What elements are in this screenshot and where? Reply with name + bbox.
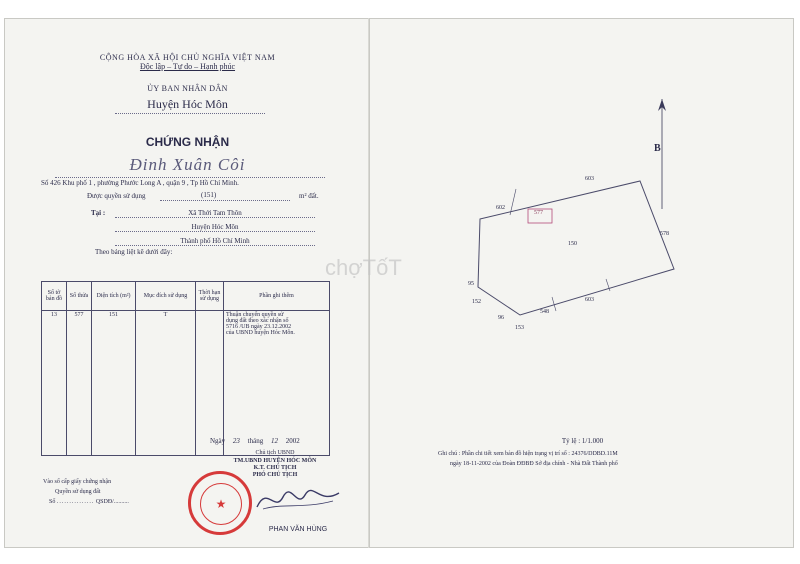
table-row	[42, 311, 330, 456]
location-district: Huyện Hóc Môn	[191, 223, 239, 231]
date-label: Ngày	[210, 437, 226, 445]
map-scale: Tỷ lệ : 1/1.000	[561, 437, 604, 445]
note-line-2: dụng đất theo xác nhận số	[226, 318, 289, 324]
date-line	[210, 437, 300, 445]
map-note-1: Ghi chú : Phần chi tiết xem bản đồ hiện trạng vị trí số : 24376/DDBD.11M	[438, 451, 618, 457]
date-day: 23	[232, 437, 240, 445]
owner-name: Đinh Xuân Côi	[129, 155, 246, 174]
signer-name: PHAN VĂN HÙNG	[268, 526, 328, 533]
neighbor-label: 95	[468, 281, 474, 287]
cell-notes	[224, 311, 330, 456]
col-header-notes: Phần ghi thêm	[224, 282, 330, 311]
note-line-3: 5716 /UB ngày 23.12.2002	[226, 324, 292, 330]
nation-header: CỘNG HÒA XÃ HỘI CHỦ NGHĨA VIỆT NAM	[99, 53, 276, 62]
month-label: tháng	[247, 437, 264, 445]
col-header-sheet: Số tờ bản đồ	[42, 282, 67, 311]
at-label: Tại :	[91, 209, 106, 217]
parcel-150-label: 150	[568, 241, 577, 247]
list-intro: Theo bảng liệt kê dưới đây:	[95, 248, 173, 256]
neighbor-label: 602	[496, 205, 505, 211]
location-commune: Xã Thới Tam Thôn	[188, 209, 242, 217]
map-note-2: ngày 18-11-2002 của Đoàn ĐĐBĐ Sở địa chính - Nhà Đất Thành phố	[450, 461, 618, 467]
cell-area: 151	[92, 311, 136, 456]
registry-suffix: QSDĐ/..........	[95, 499, 129, 505]
neighbor-label: 603	[585, 297, 594, 303]
seal-inner-ring	[200, 483, 242, 525]
land-table	[41, 281, 330, 456]
cell-parcel: 577	[67, 311, 92, 456]
col-header-term: Thời hạn sử dụng	[196, 282, 224, 311]
signer-title-1: Chủ tịch UBND	[255, 450, 295, 456]
cell-purpose: T	[136, 311, 196, 456]
signer-title-2: TM.UBND HUYỆN HÓC MÔN	[233, 458, 317, 464]
committee-label: ỦY BAN NHÂN DÂN	[147, 84, 228, 93]
location-line-2	[115, 231, 315, 232]
registry-line-1: Vào số cấp giấy chứng nhận	[43, 479, 112, 485]
watermark: chợTốT	[325, 255, 402, 280]
parcel-outline	[478, 181, 674, 315]
registry-line-3: Số ............... QSDĐ/..........	[49, 499, 129, 505]
date-month: 12	[270, 437, 278, 445]
certificate-title: CHỨNG NHẬN	[145, 135, 230, 149]
col-header-area: Diện tích (m²)	[92, 282, 136, 311]
location-city: Thành phố Hồ Chí Minh	[180, 237, 250, 245]
cell-term	[196, 311, 224, 456]
note-line-4: của UBND huyện Hóc Môn.	[226, 330, 295, 336]
owner-underline	[55, 177, 325, 178]
left-page	[4, 18, 369, 548]
registry-line-2: Quyền sử dụng đất	[55, 489, 101, 495]
neighbor-label: 578	[660, 231, 669, 237]
neighbor-label: 548	[540, 309, 549, 315]
neighbor-label: 153	[515, 325, 524, 331]
owner-address: Số 426 Khu phố 1 , phường Phước Long A , quận 9 , Tp Hồ Chí Minh.	[41, 179, 239, 187]
right-page	[369, 18, 794, 548]
registry-no-label: Số	[49, 499, 56, 505]
rights-unit: m² đất.	[299, 192, 319, 200]
neighbor-label: 152	[472, 299, 481, 305]
north-label: B	[654, 143, 661, 154]
district-name: Huyện Hóc Môn	[147, 97, 228, 111]
neighbor-label: 96	[498, 315, 504, 321]
rights-line	[160, 200, 290, 201]
handwritten-signature	[253, 479, 343, 519]
parcel-map	[370, 19, 795, 549]
rights-value: (151)	[201, 191, 217, 199]
note-line-1: Thuận chuyển quyền sử	[226, 312, 284, 318]
date-year: 2002	[285, 437, 300, 445]
seal-star-icon: ★	[215, 497, 227, 511]
table-header-row	[42, 282, 330, 311]
district-underline	[115, 113, 265, 114]
location-line-1	[115, 217, 315, 218]
motto: Độc lập – Tự do – Hạnh phúc	[139, 62, 236, 71]
col-header-purpose: Mục đích sử dụng	[136, 282, 196, 311]
signer-title-3: K.T. CHỦ TỊCH	[253, 465, 297, 471]
rights-label: Được quyền sử dụng	[87, 192, 146, 200]
location-line-3	[115, 245, 315, 246]
col-header-parcel: Số thửa	[67, 282, 92, 311]
cell-sheet: 13	[42, 311, 67, 456]
neighbor-label: 603	[585, 176, 594, 182]
parcel-577-label: 577	[534, 210, 543, 216]
signer-title-4: PHÓ CHỦ TỊCH	[252, 472, 298, 478]
official-seal	[188, 471, 252, 535]
